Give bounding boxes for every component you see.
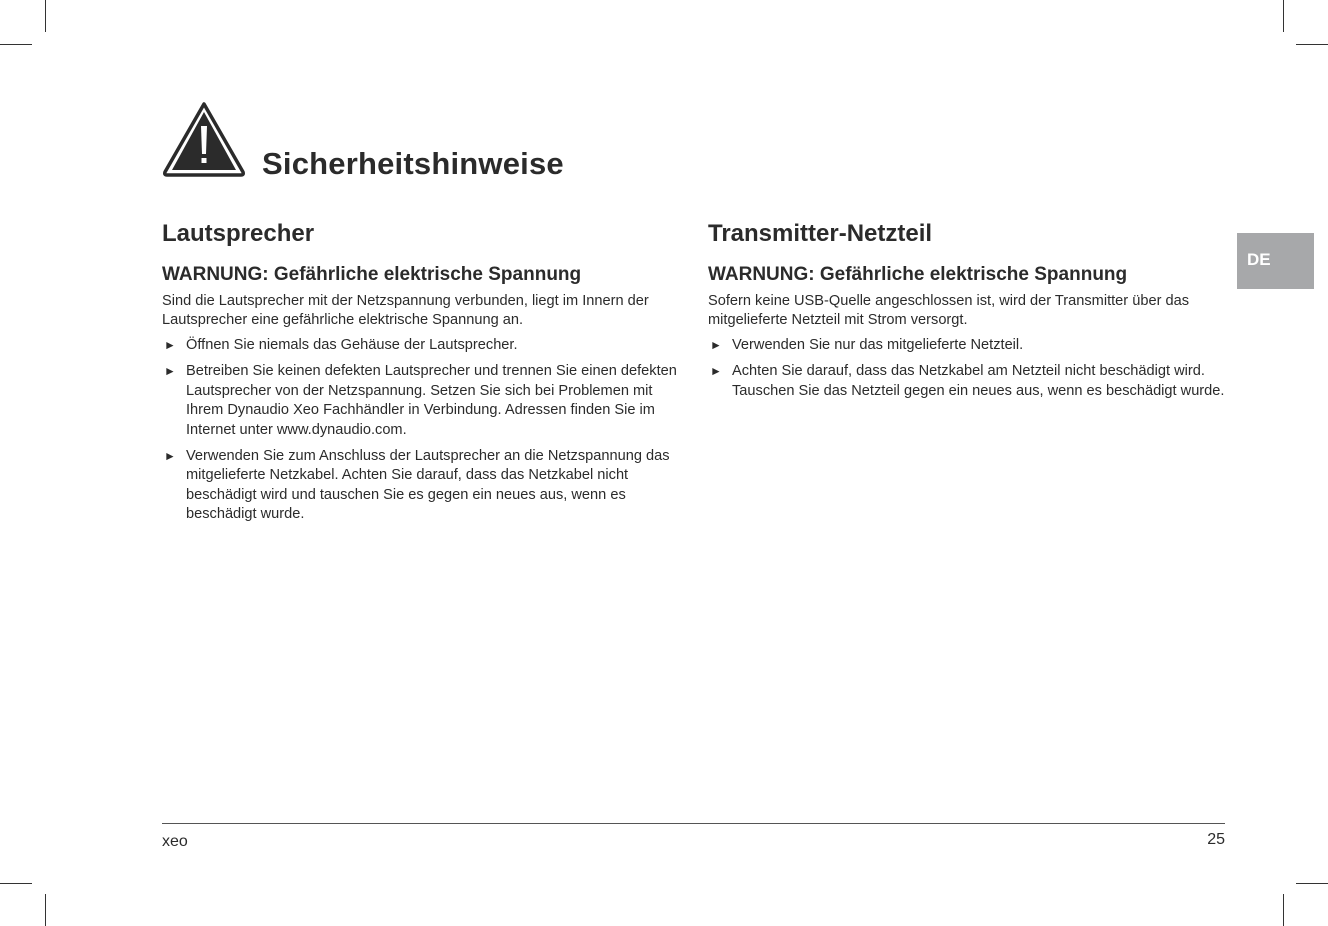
crop-mark xyxy=(0,44,32,45)
warning-heading: WARNUNG: Gefährliche elektrische Spannung xyxy=(708,264,1128,285)
footer-divider xyxy=(162,823,1225,824)
crop-mark xyxy=(45,894,46,926)
crop-mark xyxy=(1283,894,1284,926)
section-title: Lautsprecher xyxy=(162,220,315,247)
footer-logo: xeo xyxy=(162,833,188,850)
crop-mark xyxy=(1283,0,1284,32)
list-item-text: Verwenden Sie nur das mitgelieferte Netzteil. xyxy=(732,337,1024,353)
list-item-text: Betreiben Sie keinen defekten Lautsprecher und trennen Sie einen defekten Lautsprecher von der Netzspannung. Setzen Sie sich bei Problemen mit Ihrem Dynaudio Xeo Fachhändler in Verbindung. Adressen finden Sie im Internet unter www.dynaudio.com. xyxy=(186,363,677,438)
list-item xyxy=(162,362,682,440)
page-number: 25 xyxy=(1207,831,1225,848)
arrow-right-icon: ► xyxy=(710,364,722,379)
arrow-right-icon: ► xyxy=(710,338,722,352)
instruction-list xyxy=(708,336,1228,401)
crop-mark xyxy=(0,883,32,884)
language-tab: DE xyxy=(1237,233,1314,289)
instruction-list xyxy=(162,336,682,525)
arrow-right-icon: ► xyxy=(164,449,176,464)
crop-mark xyxy=(1296,883,1328,884)
warning-triangle-icon xyxy=(162,100,246,178)
list-item-text: Verwenden Sie zum Anschluss der Lautsprecher an die Netzspannung das mitgelieferte Netzkabel. Achten Sie darauf, dass das Netzkabel nicht beschädigt wird und tauschen Sie es gegen ein neues aus, wenn es beschädigt wurde. xyxy=(186,448,670,523)
page-title: Sicherheitshinweise xyxy=(262,146,564,181)
list-item-text: Öffnen Sie niemals das Gehäuse der Lautsprecher. xyxy=(186,337,518,353)
section-transmitter-netzteil xyxy=(708,220,1228,408)
list-item xyxy=(162,447,682,525)
arrow-right-icon: ► xyxy=(164,364,176,379)
list-item-text: Achten Sie darauf, dass das Netzkabel am Netzteil nicht beschädigt wird. Tauschen Sie das Netzteil gegen ein neues aus, wenn es beschädigt wurde. xyxy=(732,363,1225,399)
warning-heading: WARNUNG: Gefährliche elektrische Spannung xyxy=(162,264,582,285)
section-lautsprecher xyxy=(162,220,682,532)
intro-paragraph: Sind die Lautsprecher mit der Netzspannung verbunden, liegt im Innern der Lautsprecher eine gefährliche elektrische Spannung an. xyxy=(162,293,649,328)
arrow-right-icon: ► xyxy=(164,338,176,352)
crop-mark xyxy=(45,0,46,32)
list-item xyxy=(708,336,1228,355)
list-item xyxy=(708,362,1228,401)
section-title: Transmitter-Netzteil xyxy=(708,220,933,247)
crop-mark xyxy=(1296,44,1328,45)
list-item xyxy=(162,336,682,355)
intro-paragraph: Sofern keine USB-Quelle angeschlossen ist, wird der Transmitter über das mitgelieferte Netzteil mit Strom versorgt. xyxy=(708,293,1190,328)
